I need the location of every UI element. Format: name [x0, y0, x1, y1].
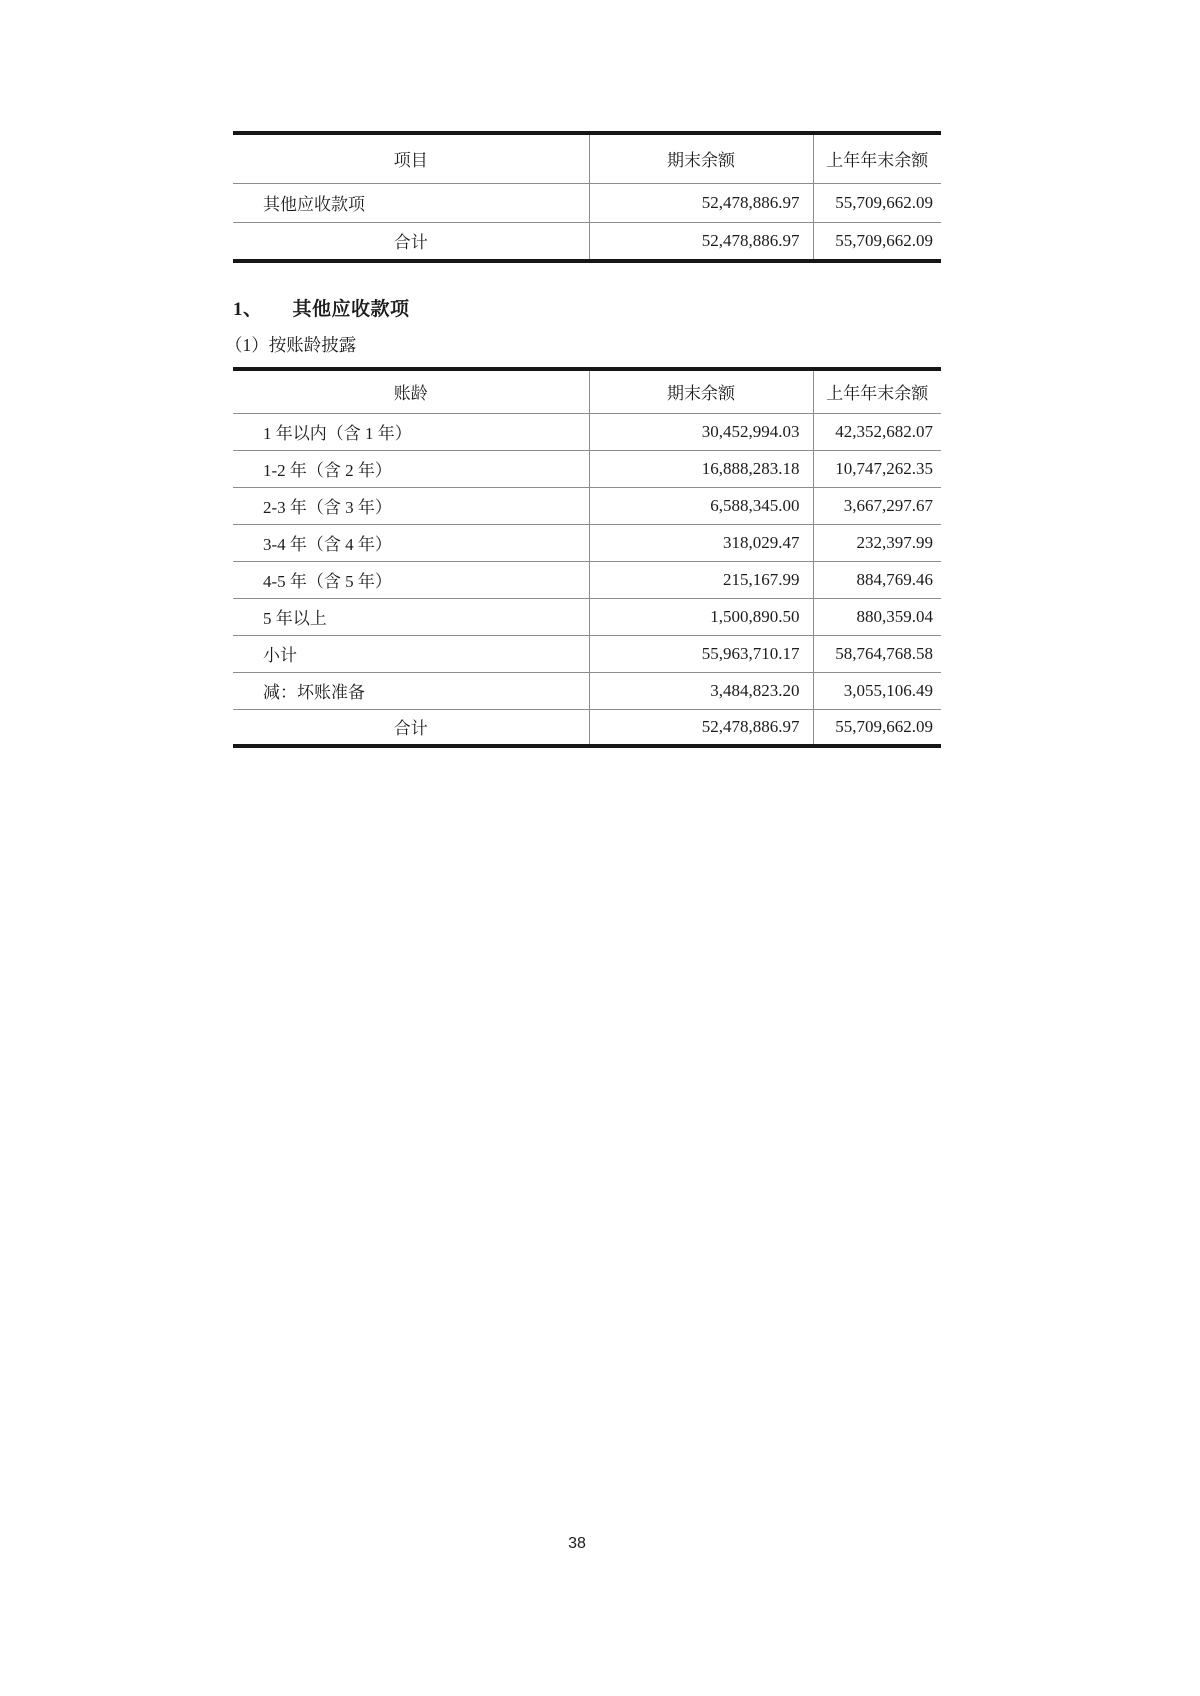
prior-year-balance-value: 3,055,106.49 — [813, 672, 941, 709]
closing-balance-value: 52,478,886.97 — [589, 183, 813, 222]
column-header-aging: 账龄 — [233, 369, 589, 413]
table-row — [233, 183, 941, 222]
total-row-label: 合计 — [393, 233, 428, 253]
page-content — [225, 131, 941, 748]
row-label: 5 年以上 — [233, 598, 589, 635]
summary-table-header-row — [233, 133, 941, 183]
table-total-row — [233, 709, 941, 746]
closing-balance-value: 3,484,823.20 — [589, 672, 813, 709]
table-row — [233, 487, 941, 524]
column-header-prior-year-balance: 上年年末余额 — [813, 133, 941, 183]
row-label: 4-5 年（含 5 年） — [233, 561, 589, 598]
table-subtotal-row — [233, 635, 941, 672]
prior-year-balance-total: 55,709,662.09 — [813, 709, 941, 746]
column-header-item: 项目 — [233, 133, 589, 183]
row-label: 减：坏账准备 — [233, 672, 589, 709]
closing-balance-subtotal: 55,963,710.17 — [589, 635, 813, 672]
summary-table — [233, 131, 941, 263]
closing-balance-value: 16,888,283.18 — [589, 450, 813, 487]
aging-table-header-row — [233, 369, 941, 413]
closing-balance-total: 52,478,886.97 — [589, 222, 813, 261]
section-number: 1、 — [233, 299, 263, 320]
prior-year-balance-value: 884,769.46 — [813, 561, 941, 598]
prior-year-balance-value: 232,397.99 — [813, 524, 941, 561]
closing-balance-value: 30,452,994.03 — [589, 413, 813, 450]
table-total-row — [233, 222, 941, 261]
row-label: 2-3 年（含 3 年） — [233, 487, 589, 524]
subsection-heading: （1）按账龄披露 — [225, 335, 357, 355]
table-row — [233, 672, 941, 709]
row-label: 其他应收款项 — [233, 183, 589, 222]
subtotal-row-label: 小计 — [233, 635, 589, 672]
row-label: 3-4 年（含 4 年） — [233, 524, 589, 561]
closing-balance-value: 1,500,890.50 — [589, 598, 813, 635]
closing-balance-value: 6,588,345.00 — [589, 487, 813, 524]
table-row — [233, 561, 941, 598]
page-number: 38 — [568, 1535, 586, 1552]
column-header-prior-year-balance: 上年年末余额 — [813, 369, 941, 413]
prior-year-balance-value: 880,359.04 — [813, 598, 941, 635]
section-title: 其他应收款项 — [292, 299, 410, 320]
table-row — [233, 598, 941, 635]
prior-year-balance-subtotal: 58,764,768.58 — [813, 635, 941, 672]
closing-balance-value: 215,167.99 — [589, 561, 813, 598]
row-label: 1 年以内（含 1 年） — [233, 413, 589, 450]
prior-year-balance-total: 55,709,662.09 — [813, 222, 941, 261]
total-row-label: 合计 — [393, 719, 428, 739]
table-row — [233, 413, 941, 450]
row-label: 1-2 年（含 2 年） — [233, 450, 589, 487]
aging-table — [233, 367, 941, 748]
prior-year-balance-value: 42,352,682.07 — [813, 413, 941, 450]
table-row — [233, 450, 941, 487]
column-header-closing-balance: 期末余额 — [589, 133, 813, 183]
closing-balance-total: 52,478,886.97 — [589, 709, 813, 746]
prior-year-balance-value: 55,709,662.09 — [813, 183, 941, 222]
table-row — [233, 524, 941, 561]
prior-year-balance-value: 10,747,262.35 — [813, 450, 941, 487]
column-header-closing-balance: 期末余额 — [589, 369, 813, 413]
closing-balance-value: 318,029.47 — [589, 524, 813, 561]
prior-year-balance-value: 3,667,297.67 — [813, 487, 941, 524]
section-heading — [233, 296, 941, 323]
